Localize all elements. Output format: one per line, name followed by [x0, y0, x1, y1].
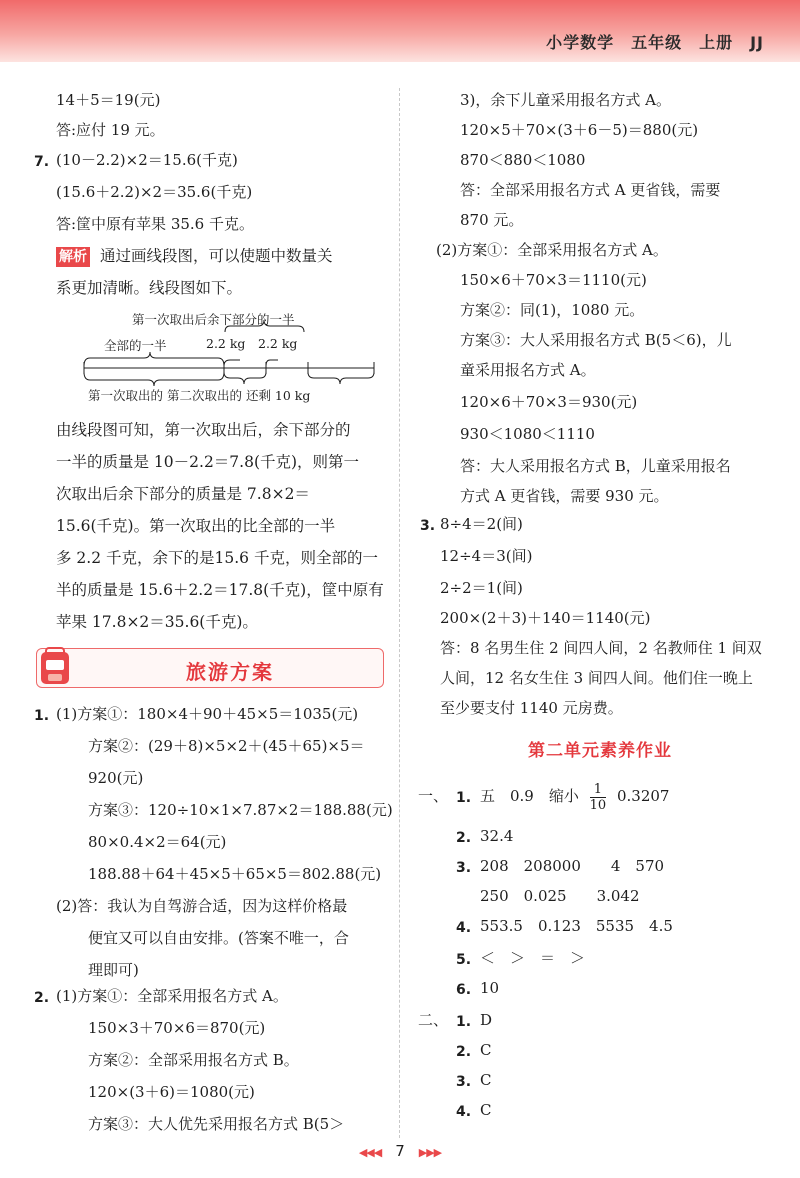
text-line: 930＜1080＜1110 [460, 425, 595, 443]
answer-text: 208 208000 4 570 [480, 857, 665, 875]
question-number: 7. [34, 154, 50, 170]
item-number: 4. [456, 920, 472, 936]
text-line: 至少要支付 1140 元房费。 [440, 699, 623, 717]
text-line: 半的质量是 15.6＋2.2＝17.8(千克)，筐中原有 [56, 581, 384, 599]
item-number: 6. [456, 982, 472, 998]
diagram-top-label: 第一次取出后余下部分的一半 [132, 312, 295, 327]
text-line: 15.6(千克)。第一次取出的比全部的一半 [56, 517, 336, 535]
page-footer [0, 1142, 800, 1160]
answer-text: 32.4 [480, 827, 514, 845]
diagram-half-label: 全部的一半 [104, 338, 167, 353]
analysis-tag: 解析 [56, 247, 90, 267]
text-line: 系更加清晰。线段图如下。 [56, 279, 243, 297]
text-line: 方案③：大人采用报名方式 B(5＜6)，儿 [460, 331, 732, 349]
diagram-kg2-label: 2.2 kg [258, 336, 298, 351]
item-number: 1. [456, 1014, 472, 1030]
text-line: 870 元。 [460, 211, 524, 229]
text-line: 一半的质量是 10－2.2＝7.8(千克)，则第一 [56, 453, 360, 471]
text-line: 120×6＋70×3＝930(元) [460, 393, 638, 411]
right-arrows-icon: ▶▶▶ [418, 1146, 442, 1159]
text-line: 方案②：全部采用报名方式 B。 [88, 1051, 299, 1069]
text-line: 120×(3＋6)＝1080(元) [88, 1083, 255, 1101]
page-number: 7 [395, 1142, 405, 1160]
question-number: 1. [34, 708, 50, 724]
text-line: 3)，余下儿童采用报名方式 A。 [460, 91, 671, 109]
text-line: 920(元) [88, 769, 144, 787]
text-line: 150×3＋70×6＝870(元) [88, 1019, 266, 1037]
fraction-denominator: 10 [589, 797, 607, 813]
column-divider [399, 88, 400, 1138]
text-line: 方式 A 更省钱，需要 930 元。 [460, 487, 669, 505]
text-line: (1)方案①：180×4＋90＋45×5＝1035(元) [56, 705, 359, 723]
text-line: 188.88＋64＋45×5＋65×5＝802.88(元) [88, 865, 382, 883]
text-line: 2÷2＝1(间) [440, 579, 523, 597]
part-label: 一、 [418, 787, 449, 805]
book-title: 小学数学 五年级 上册 JJ [546, 33, 764, 52]
text-line: 多 2.2 千克，余下的是15.6 千克，则全部的一 [56, 549, 378, 567]
item-number: 4. [456, 1104, 472, 1120]
text-line: 苹果 17.8×2＝35.6(千克)。 [56, 613, 258, 631]
item-number: 2. [456, 830, 472, 846]
text-line: 方案③：120÷10×1×7.87×2＝188.88(元) [88, 801, 393, 819]
text-line: 由线段图可知，第一次取出后，余下部分的 [56, 421, 351, 439]
question-number: 2. [34, 990, 50, 1006]
text-line: 次取出后余下部分的质量是 7.8×2＝ [56, 485, 310, 503]
item-number: 2. [456, 1044, 472, 1060]
text-line: 答:应付 19 元。 [56, 121, 165, 139]
backpack-icon [38, 646, 72, 688]
item-number: 1. [456, 790, 472, 806]
text-line: 方案②：同(1)，1080 元。 [460, 301, 645, 319]
fraction [590, 782, 607, 813]
answer-text: 250 0.025 3.042 [480, 887, 640, 905]
text-line: 8÷4＝2(间) [440, 515, 523, 533]
text-line: 200×(2＋3)＋140＝1140(元) [440, 609, 651, 627]
answer-text: C [480, 1041, 492, 1059]
text-line: 14＋5＝19(元) [56, 91, 161, 109]
text-line: 童采用报名方式 A。 [460, 361, 596, 379]
section-title: 第二单元素养作业 [528, 741, 672, 761]
text-line: (15.6＋2.2)×2＝35.6(千克) [56, 183, 253, 201]
answer-text: C [480, 1101, 492, 1119]
text-line: (2)答：我认为自驾游合适，因为这样价格最 [56, 897, 348, 915]
text-line: 理即可) [88, 961, 139, 979]
diagram-bottom-label: 第一次取出的 第二次取出的 还剩 10 kg [88, 388, 311, 403]
text-line: 人间，12 名女生住 3 间四人间。他们住一晚上 [440, 669, 753, 687]
analysis-text: 通过画线段图，可以使题中数量关 [100, 247, 333, 265]
answer-text: 553.5 0.123 5535 4.5 [480, 917, 673, 935]
fraction-numerator: 1 [590, 782, 607, 798]
item-number: 3. [456, 860, 472, 876]
text-line: 方案③：大人优先采用报名方式 B(5＞ [88, 1115, 345, 1133]
text-line: 80×0.4×2＝64(元) [88, 833, 227, 851]
text-line: 便宜又可以自由安排。(答案不唯一，合 [88, 929, 349, 947]
text-line: 答：大人采用报名方式 B，儿童采用报名 [460, 457, 731, 475]
part-label: 二、 [418, 1011, 449, 1029]
text-line: (2)方案①：全部采用报名方式 A。 [436, 241, 668, 259]
text-line: 方案②：(29＋8)×5×2＋(45＋65)×5＝ [88, 737, 365, 755]
text-line: 答：全部采用报名方式 A 更省钱，需要 [460, 181, 721, 199]
text-line: (1)方案①：全部采用报名方式 A。 [56, 987, 288, 1005]
text-line: 870＜880＜1080 [460, 151, 586, 169]
answer-text: 五 0.9 缩小 [480, 787, 579, 805]
text-line: 答：8 名男生住 2 间四人间，2 名教师住 1 间双 [440, 639, 762, 657]
answer-text: ＜ ＞ ＝ ＞ [480, 949, 586, 967]
question-number: 3. [420, 518, 436, 534]
answer-text: D [480, 1011, 493, 1029]
line-segment-diagram [80, 308, 380, 408]
item-number: 5. [456, 952, 472, 968]
banner-title: 旅游方案 [186, 660, 274, 684]
answer-text: 10 [480, 979, 500, 997]
item-number: 3. [456, 1074, 472, 1090]
text-line: 150×6＋70×3＝1110(元) [460, 271, 647, 289]
text-line: 120×5＋70×(3＋6－5)＝880(元) [460, 121, 699, 139]
analysis-line [56, 246, 333, 267]
left-arrows-icon: ◀◀◀ [358, 1146, 382, 1159]
diagram-kg1-label: 2.2 kg [206, 336, 246, 351]
answer-line [480, 780, 669, 813]
answer-text: C [480, 1071, 492, 1089]
answer-text: 0.3207 [616, 787, 670, 805]
text-line: 答:筐中原有苹果 35.6 千克。 [56, 215, 254, 233]
text-line: (10－2.2)×2＝15.6(千克) [56, 151, 238, 169]
text-line: 12÷4＝3(间) [440, 547, 533, 565]
